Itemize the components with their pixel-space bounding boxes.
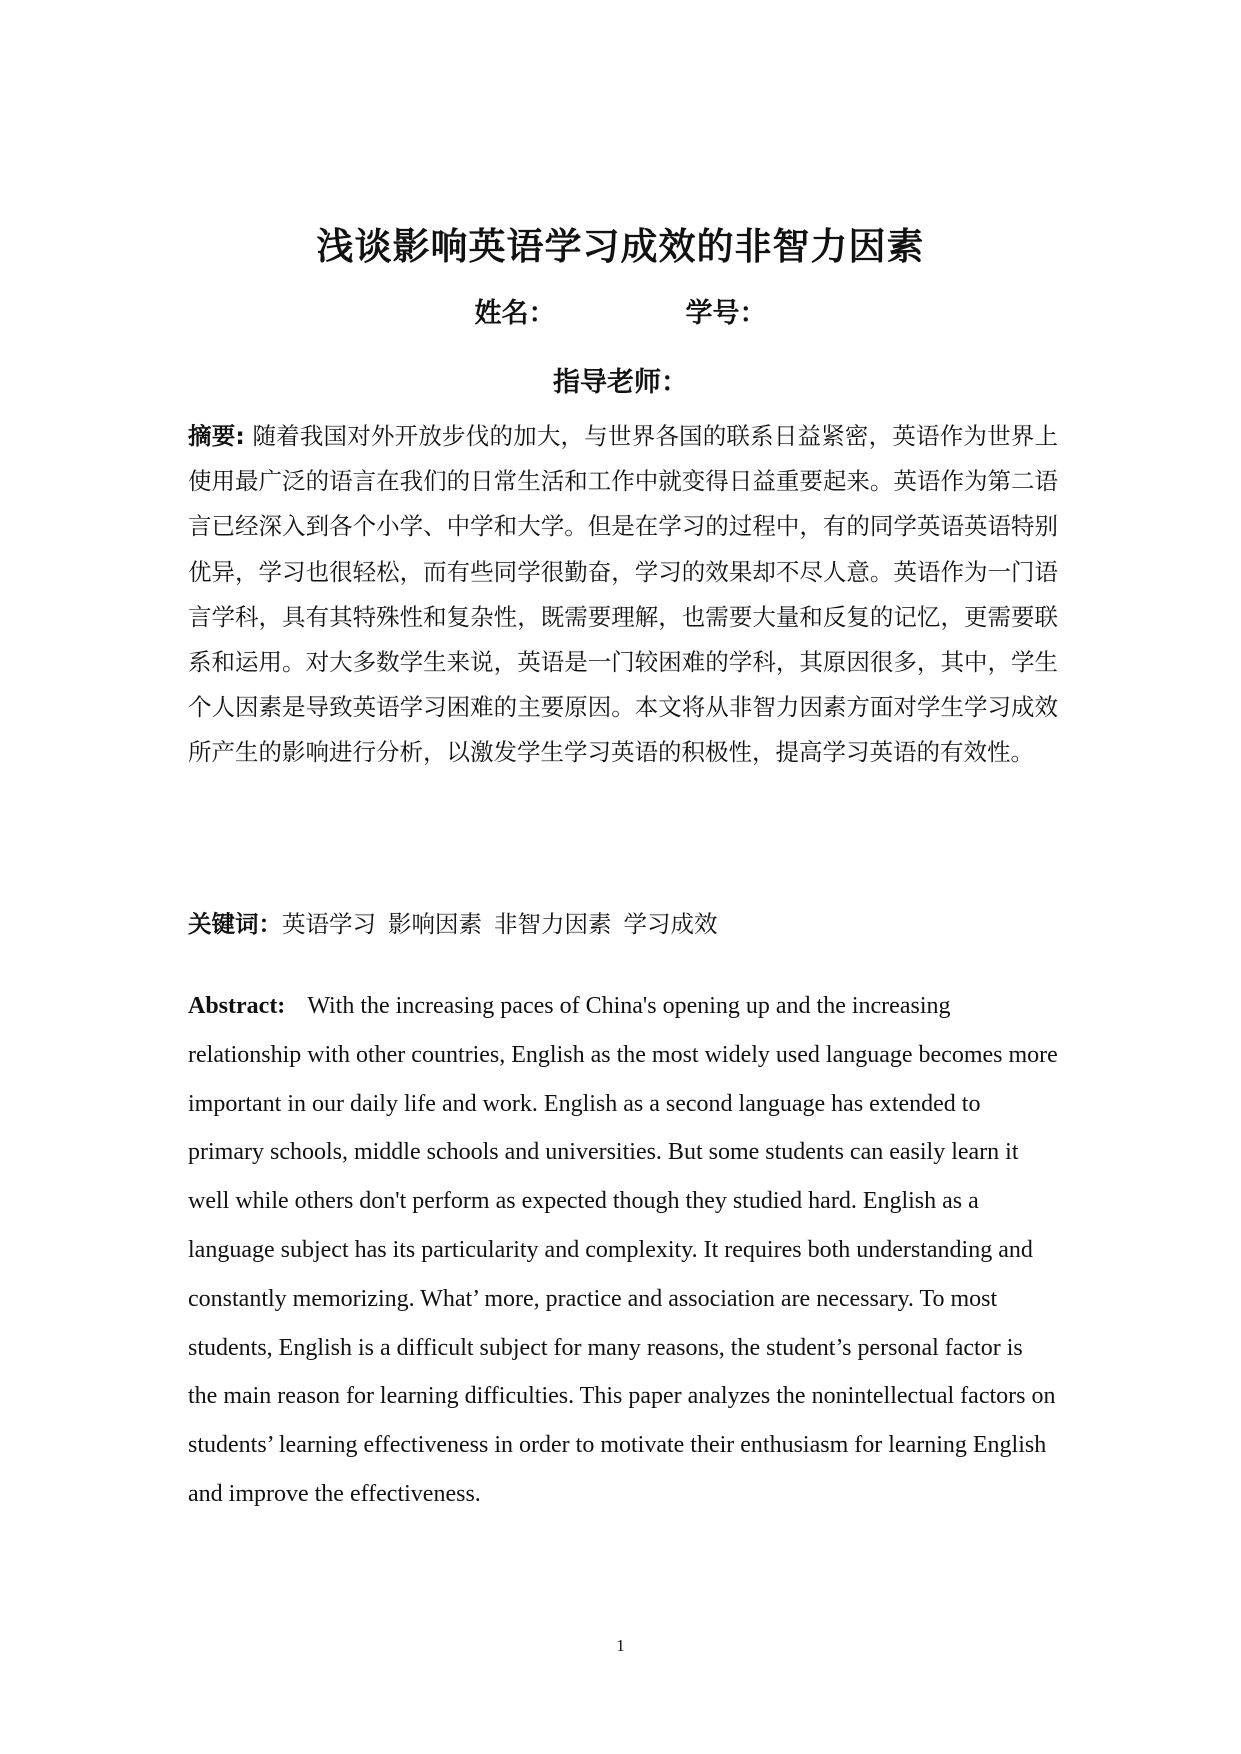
keyword-item: 非智力因素 — [494, 910, 612, 938]
paper-title: 浅谈影响英语学习成效的非智力因素 — [316, 225, 925, 268]
chinese-abstract-label: 摘要: — [188, 422, 245, 450]
chinese-abstract — [188, 414, 1058, 776]
keyword-item: 影响因素 — [388, 910, 482, 938]
student-id-label: 学号： — [685, 298, 767, 329]
advisor-row — [0, 363, 1241, 403]
name-label: 姓名： — [474, 298, 556, 329]
english-abstract-label: Abstract: — [188, 993, 286, 1019]
keywords-line — [188, 906, 1058, 942]
author-info-row — [0, 294, 1241, 334]
keywords-label: 关键词： — [188, 910, 282, 938]
keyword-item: 学习成效 — [623, 910, 718, 938]
english-abstract — [188, 982, 1058, 1519]
keyword-item: 英语学习 — [282, 910, 376, 938]
advisor-label: 指导老师： — [553, 367, 688, 398]
english-abstract-text: With the increasing paces of China's opening up and the increasing relationship with other countries, English as the most widely used language becomes more important in our daily life and work. English as a second language has extended to primary schools, middle schools and universities. But some students can easily learn it well while others don't perform as expected though they studied hard. English as a language subject has its particularity and complexity. It requires both understanding and constantly memorizing. What’ more, practice and association are necessary. To most students, English is a difficult subject for many reasons, the student’s personal factor is the main reason for learning difficulties. This paper analyzes the nonintellectual factors on students’ learning effectiveness in order to motivate their enthusiasm for learning English and improve the effectiveness. — [188, 993, 1058, 1507]
chinese-abstract-text: 随着我国对外开放步伐的加大，与世界各国的联系日益紧密，英语作为世界上使用最广泛的语言在我们的日常生活和工作中就变得日益重要起来。英语作为第二语言已经深入到各个小学、中学和大学。但是在学习的过程中，有的同学英语英语特别优异，学习也很轻松，而有些同学很勤奋，学习的效果却不尽人意。英语作为一门语言学科，具有其特殊性和复杂性，既需要理解，也需要大量和反复的记忆，更需要联系和运用。对大多数学生来说，英语是一门较困难的学科，其原因很多，其中，学生个人因素是导致英语学习困难的主要原因。本文将从非智力因素方面对学生学习成效所产生的影响进行分析，以激发学生学习英语的积极性，提高学习英语的有效性。 — [188, 422, 1058, 767]
page-number: 1 — [616, 1636, 625, 1655]
